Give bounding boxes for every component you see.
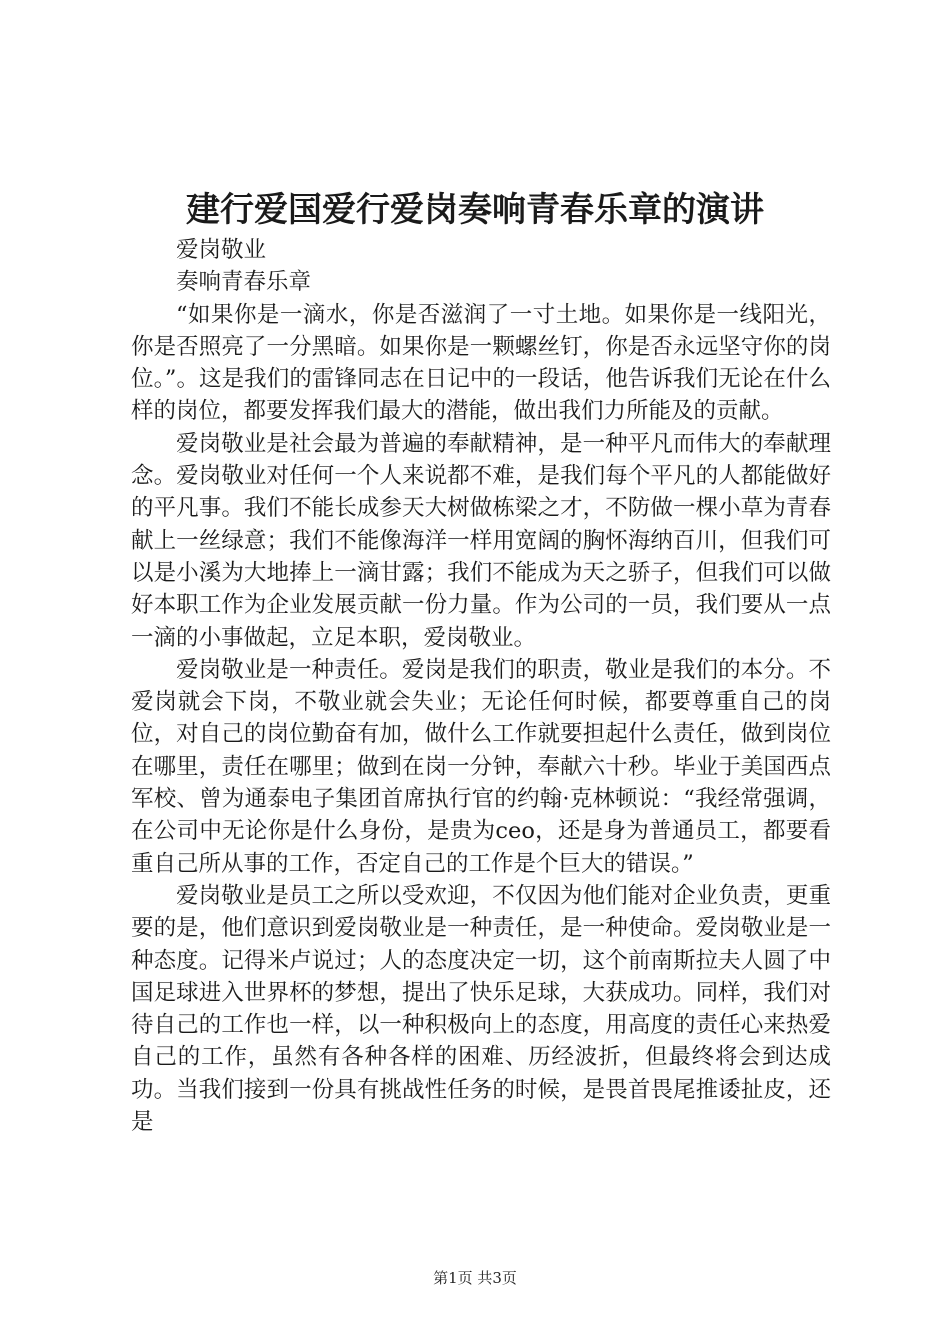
document-body: [131, 234, 831, 1138]
page-number-footer: 第1页 共3页: [433, 1269, 517, 1287]
paragraph: 爱岗敬业是社会最为普遍的奉献精神，是一种平凡而伟大的奉献理念。爱岗敬业对任何一个人来说都不难，是我们每个平凡的人都能做好的平凡事。我们不能长成参天大树做栋梁之才，不防做一棵小草为青春献上一丝绿意；我们不能像海洋一样用宽阔的胸怀海纳百川，但我们可以是小溪为大地捧上一滴甘露；我们不能成为天之骄子，但我们可以做好本职工作为企业发展贡献一份力量。作为公司的一员，我们要从一点一滴的小事做起，立足本职，爱岗敬业。: [131, 430, 831, 651]
paragraph: 奏响青春乐章: [176, 269, 312, 296]
paragraph: 爱岗敬业是员工之所以受欢迎，不仅因为他们能对企业负责，更重要的是，他们意识到爱岗敬业是一种责任，是一种使命。爱岗敬业是一种态度。记得米卢说过；人的态度决定一切，这个前南斯拉夫人圆了中国足球进入世界杯的梦想，提出了快乐足球，大获成功。同样，我们对待自己的工作也一样，以一种积极向上的态度，用高度的责任心来热爱自己的工作，虽然有各种各样的困难、历经波折，但最终将会到达成功。当我们接到一份具有挑战性任务的时候，是畏首畏尾推诿扯皮，还是: [131, 882, 831, 1136]
paragraph: 爱岗敬业是一种责任。爱岗是我们的职责，敬业是我们的本分。不爱岗就会下岗，不敬业就会失业；无论任何时候，都要尊重自己的岗位，对自己的岗位勤奋有加，做什么工作就要担起什么责任，做到岗位在哪里，责任在哪里；做到在岗一分钟，奉献六十秒。毕业于美国西点军校、曾为通泰电子集团首席执行官的约翰·克林顿说：“我经常强调，在公司中无论你是什么身份，是贵为ceo，还是身为普通员工，都要看重自己所从事的工作，否定自己的工作是个巨大的错误。”: [131, 656, 831, 877]
paragraph: “如果你是一滴水，你是否滋润了一寸土地。如果你是一线阳光，你是否照亮了一分黑暗。如果你是一颗螺丝钉，你是否永远坚守你的岗位。”。这是我们的雷锋同志在日记中的一段话，他告诉我们无论在什么样的岗位，都要发挥我们最大的潜能，做出我们力所能及的贡献。: [131, 301, 831, 425]
paragraph: 爱岗敬业: [176, 237, 267, 263]
document-title: 建行爱国爱行爱岗奏响青春乐章的演讲: [186, 190, 764, 230]
